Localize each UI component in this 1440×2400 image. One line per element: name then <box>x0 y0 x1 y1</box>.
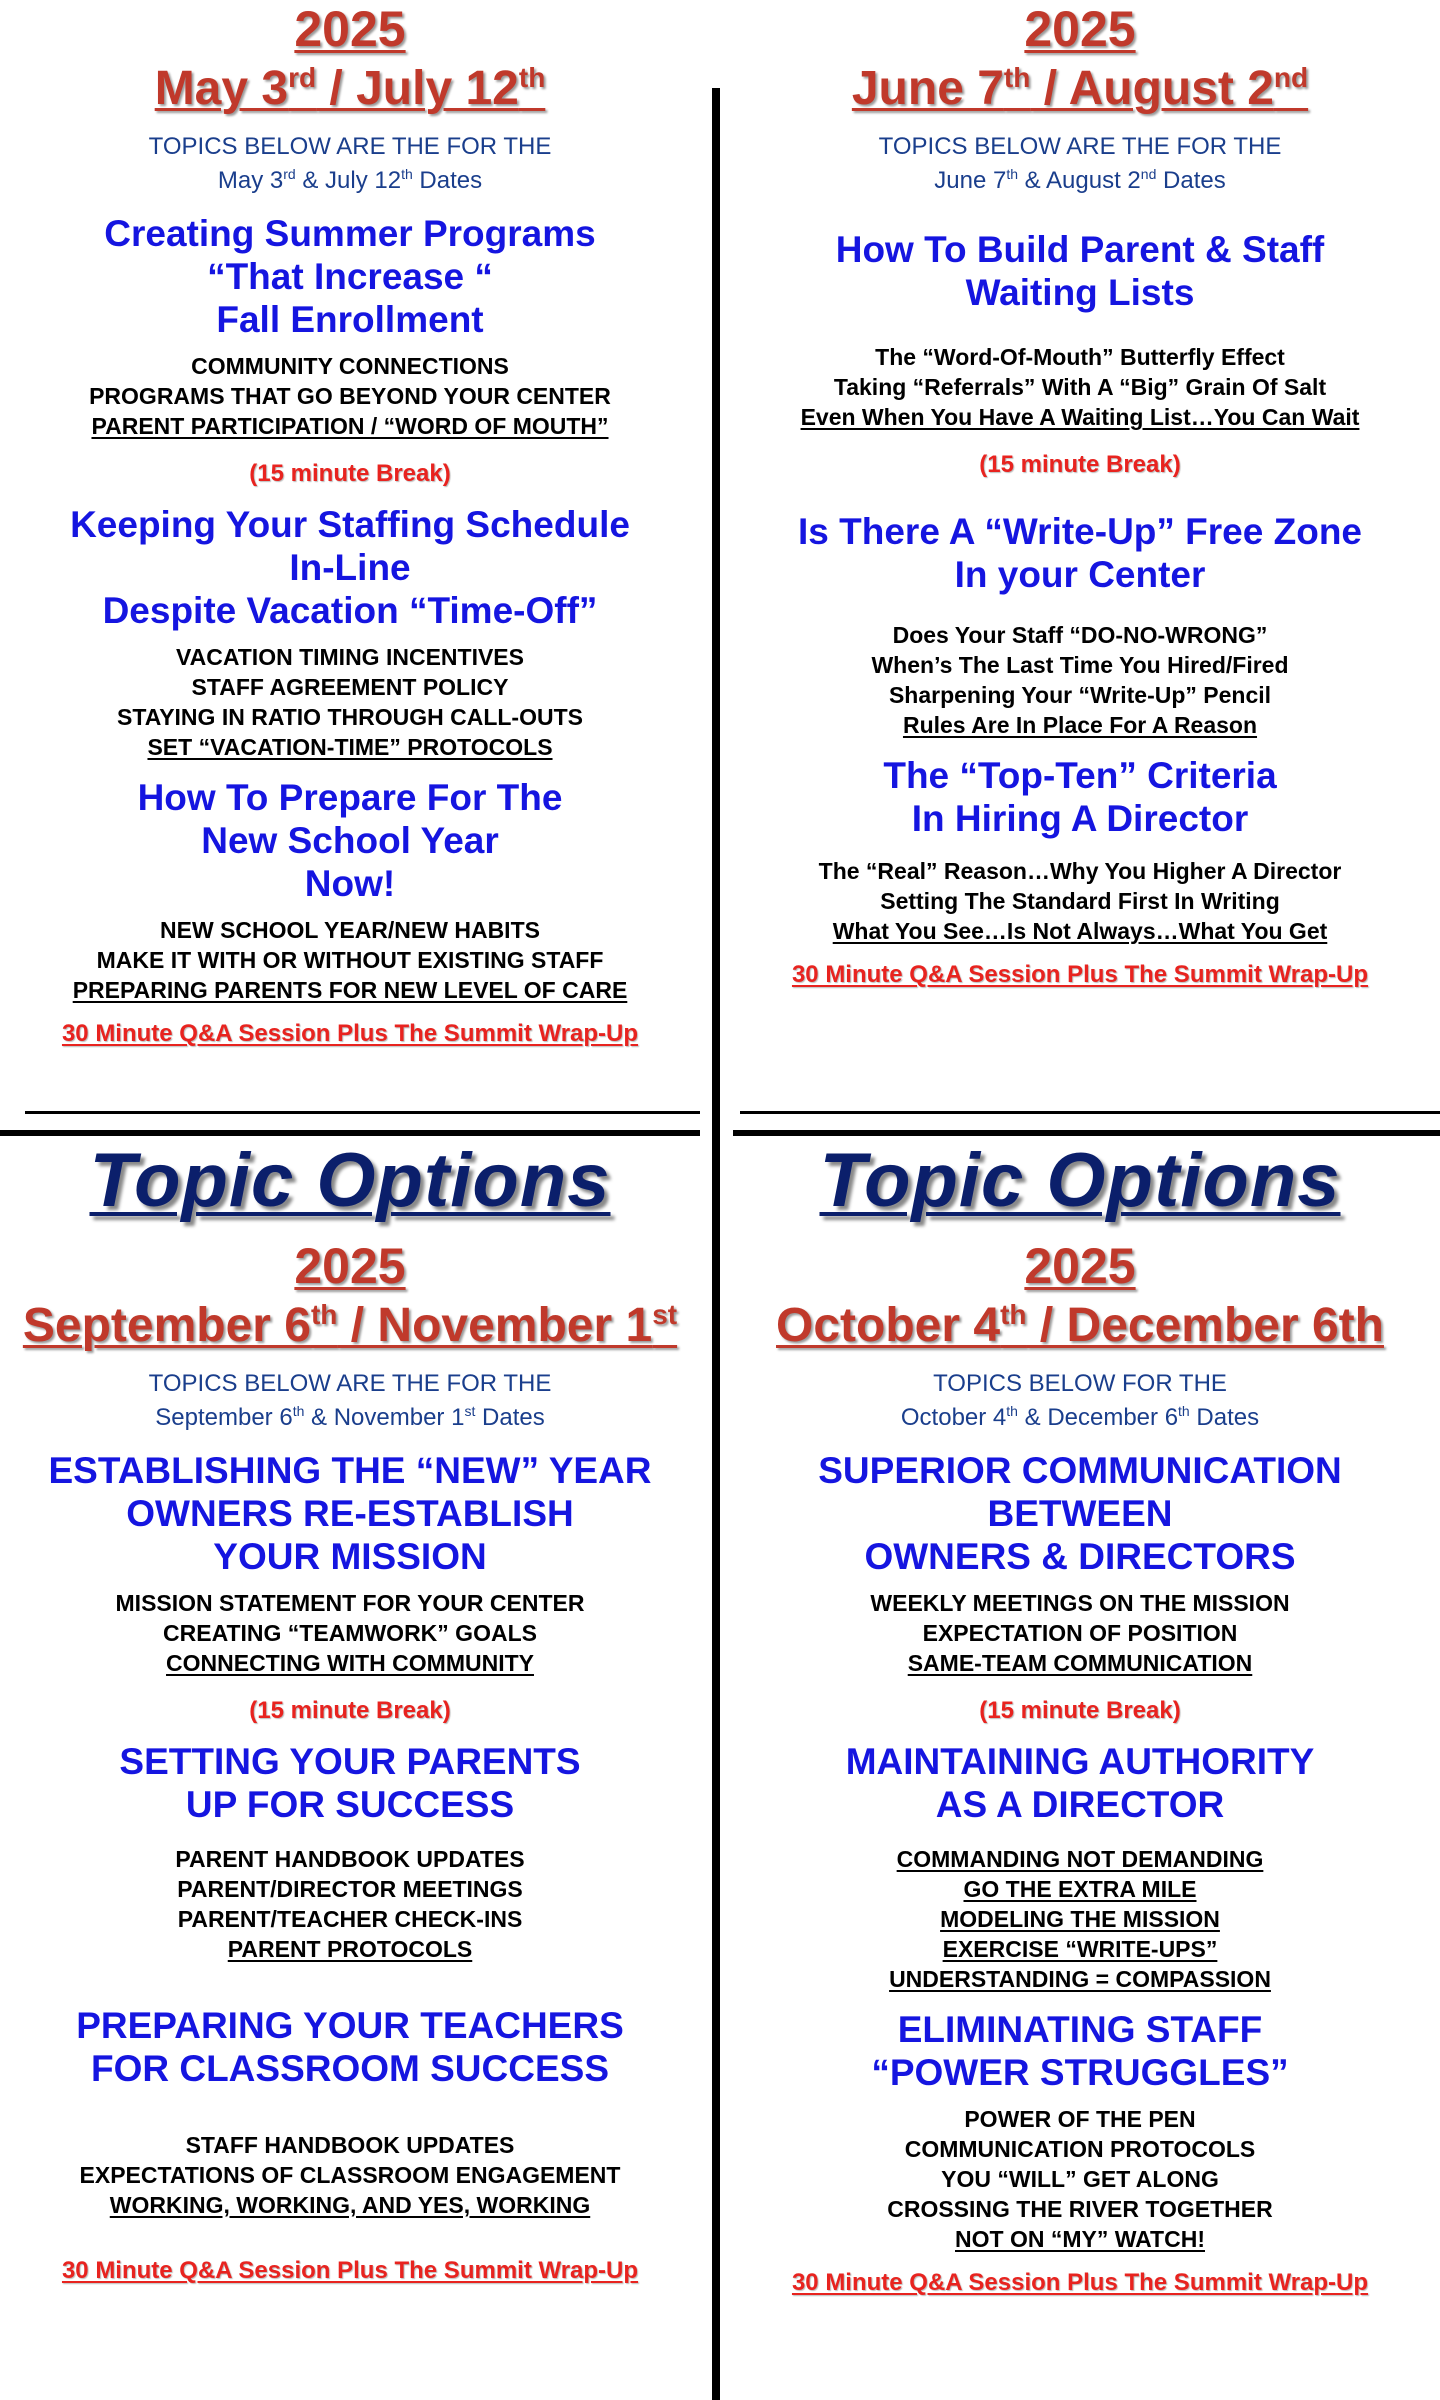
topic-point: NOT ON “MY” WATCH! <box>955 2226 1205 2252</box>
topic-point: When’s The Last Time You Hired/Fired <box>871 652 1289 678</box>
topic-title: The “Top-Ten” Criteria In Hiring A Director <box>883 755 1277 839</box>
topic-title: SUPERIOR COMMUNICATION BETWEEN OWNERS & DIRECTORS <box>818 1450 1342 1577</box>
qa-session-note: 30 Minute Q&A Session Plus The Summit Wrap-Up <box>791 961 1369 988</box>
topic-point: Even When You Have A Waiting List…You Can Wait <box>800 404 1360 430</box>
topic-points <box>730 620 1430 740</box>
topic-points <box>730 2104 1430 2254</box>
topic-title: PREPARING YOUR TEACHERS FOR CLASSROOM SUCCESS <box>76 2005 624 2089</box>
topic-point: NEW SCHOOL YEAR/NEW HABITS <box>160 917 540 943</box>
break-notice: (15 minute Break) <box>979 451 1181 478</box>
topic-point: MODELING THE MISSION <box>940 1906 1220 1932</box>
topic-point: EXERCISE “WRITE-UPS” <box>942 1936 1218 1962</box>
topic-point: SAME-TEAM COMMUNICATION <box>907 1650 1253 1676</box>
topic-point: STAYING IN RATIO THROUGH CALL-OUTS <box>117 704 583 730</box>
topic-point: PARENT PARTICIPATION / “WORD OF MOUTH” <box>91 413 609 439</box>
topic-point: PARENT/DIRECTOR MEETINGS <box>177 1876 523 1902</box>
topic-point: MISSION STATEMENT FOR YOUR CENTER <box>115 1590 585 1616</box>
topic-title: MAINTAINING AUTHORITY AS A DIRECTOR <box>845 1741 1315 1825</box>
topics-intro: TOPICS BELOW ARE THE FOR THE June 7th & August 2nd Dates <box>878 133 1282 194</box>
topic-point: MAKE IT WITH OR WITHOUT EXISTING STAFF <box>96 947 604 973</box>
topic-point: COMMANDING NOT DEMANDING <box>896 1846 1264 1872</box>
topic-options-heading: Topic Options <box>819 1138 1341 1223</box>
topic-point: VACATION TIMING INCENTIVES <box>176 644 524 670</box>
topics-intro: TOPICS BELOW FOR THE October 4th & December 6th Dates <box>900 1370 1260 1431</box>
topic-point: Rules Are In Place For A Reason <box>902 712 1258 738</box>
topic-point: COMMUNICATION PROTOCOLS <box>904 2136 1256 2162</box>
quadrant-may-july <box>0 0 700 1049</box>
topic-point: CONNECTING WITH COMMUNITY <box>166 1650 534 1676</box>
topic-points <box>0 915 700 1005</box>
topic-point: Taking “Referrals” With A “Big” Grain Of Salt <box>833 374 1327 400</box>
topic-point: POWER OF THE PEN <box>964 2106 1196 2132</box>
topic-point: WORKING, WORKING, AND YES, WORKING <box>109 2192 591 2218</box>
topic-title: ELIMINATING STAFF “POWER STRUGGLES” <box>871 2009 1289 2093</box>
topic-title: ESTABLISHING THE “NEW” YEAR OWNERS RE-ESTABLISH YOUR MISSION <box>48 1450 652 1577</box>
topic-title: Creating Summer Programs “That Increase “ Fall Enrollment <box>104 213 596 340</box>
topic-point: PREPARING PARENTS FOR NEW LEVEL OF CARE <box>72 977 628 1003</box>
topic-title: How To Prepare For The New School Year Now! <box>137 777 563 904</box>
date-range-heading: June 7th / August 2nd <box>851 62 1309 115</box>
topic-title: SETTING YOUR PARENTS UP FOR SUCCESS <box>119 1741 581 1825</box>
topic-point: UNDERSTANDING = COMPASSION <box>889 1966 1271 1992</box>
topic-point: YOU “WILL” GET ALONG <box>941 2166 1219 2192</box>
horizontal-divider-thin-right <box>740 1111 1440 1114</box>
year-heading: 2025 <box>1024 1 1136 57</box>
topic-point: COMMUNITY CONNECTIONS <box>191 353 509 379</box>
topic-point: WEEKLY MEETINGS ON THE MISSION <box>870 1590 1290 1616</box>
year-heading: 2025 <box>294 1238 406 1294</box>
topic-points <box>730 856 1430 946</box>
qa-session-note: 30 Minute Q&A Session Plus The Summit Wrap-Up <box>61 2257 639 2284</box>
break-notice: (15 minute Break) <box>249 460 451 487</box>
date-range-heading: October 4th / December 6th <box>776 1299 1384 1352</box>
topic-point: EXPECTATIONS OF CLASSROOM ENGAGEMENT <box>79 2162 621 2188</box>
topics-intro: TOPICS BELOW ARE THE FOR THE May 3rd & July 12th Dates <box>148 133 552 194</box>
year-heading: 2025 <box>1024 1238 1136 1294</box>
topic-point: SET “VACATION-TIME” PROTOCOLS <box>147 734 553 760</box>
date-range-heading: May 3rd / July 12th <box>154 62 546 115</box>
topic-point: PARENT/TEACHER CHECK-INS <box>177 1906 523 1932</box>
quadrant-september-november <box>0 1135 700 2286</box>
topic-points <box>0 1844 700 1964</box>
topic-title: Is There A “Write-Up” Free Zone In your Center <box>798 511 1362 595</box>
topic-point: Does Your Staff “DO-NO-WRONG” <box>892 622 1268 648</box>
quadrant-october-december <box>730 1135 1430 2298</box>
topic-point: PARENT HANDBOOK UPDATES <box>175 1846 525 1872</box>
topic-points <box>0 351 700 441</box>
topic-point: What You See…Is Not Always…What You Get <box>832 918 1328 944</box>
topic-point: PARENT PROTOCOLS <box>227 1936 473 1962</box>
topics-intro: TOPICS BELOW ARE THE FOR THE September 6th & November 1st Dates <box>148 1370 552 1431</box>
topic-points <box>730 1588 1430 1678</box>
topic-point: CREATING “TEAMWORK” GOALS <box>163 1620 537 1646</box>
topic-point: STAFF HANDBOOK UPDATES <box>185 2132 515 2158</box>
date-range-heading: September 6th / November 1st <box>22 1299 678 1352</box>
topic-point: GO THE EXTRA MILE <box>963 1876 1197 1902</box>
topic-points <box>0 1588 700 1678</box>
topic-point: STAFF AGREEMENT POLICY <box>191 674 509 700</box>
year-heading: 2025 <box>294 1 406 57</box>
topic-options-heading: Topic Options <box>89 1138 611 1223</box>
break-notice: (15 minute Break) <box>249 1697 451 1724</box>
topic-points <box>730 1844 1430 1994</box>
topic-point: CROSSING THE RIVER TOGETHER <box>887 2196 1273 2222</box>
qa-session-note: 30 Minute Q&A Session Plus The Summit Wrap-Up <box>61 1020 639 1047</box>
topic-point: Sharpening Your “Write-Up” Pencil <box>888 682 1272 708</box>
topic-point: PROGRAMS THAT GO BEYOND YOUR CENTER <box>89 383 611 409</box>
topic-point: The “Word-Of-Mouth” Butterfly Effect <box>875 344 1285 370</box>
qa-session-note: 30 Minute Q&A Session Plus The Summit Wrap-Up <box>791 2269 1369 2296</box>
break-notice: (15 minute Break) <box>979 1697 1181 1724</box>
topic-points <box>730 342 1430 432</box>
horizontal-divider-thin-left <box>25 1111 700 1114</box>
vertical-divider <box>712 88 720 2400</box>
quadrant-june-august <box>730 0 1430 990</box>
topic-point: Setting The Standard First In Writing <box>880 888 1280 914</box>
topic-points <box>0 642 700 762</box>
topic-point: The “Real” Reason…Why You Higher A Director <box>818 858 1342 884</box>
topic-points <box>0 2130 700 2220</box>
topic-title: Keeping Your Staffing Schedule In-Line Despite Vacation “Time-Off” <box>70 504 630 631</box>
topic-point: EXPECTATION OF POSITION <box>922 1620 1238 1646</box>
topic-title: How To Build Parent & Staff Waiting Lists <box>835 229 1325 313</box>
